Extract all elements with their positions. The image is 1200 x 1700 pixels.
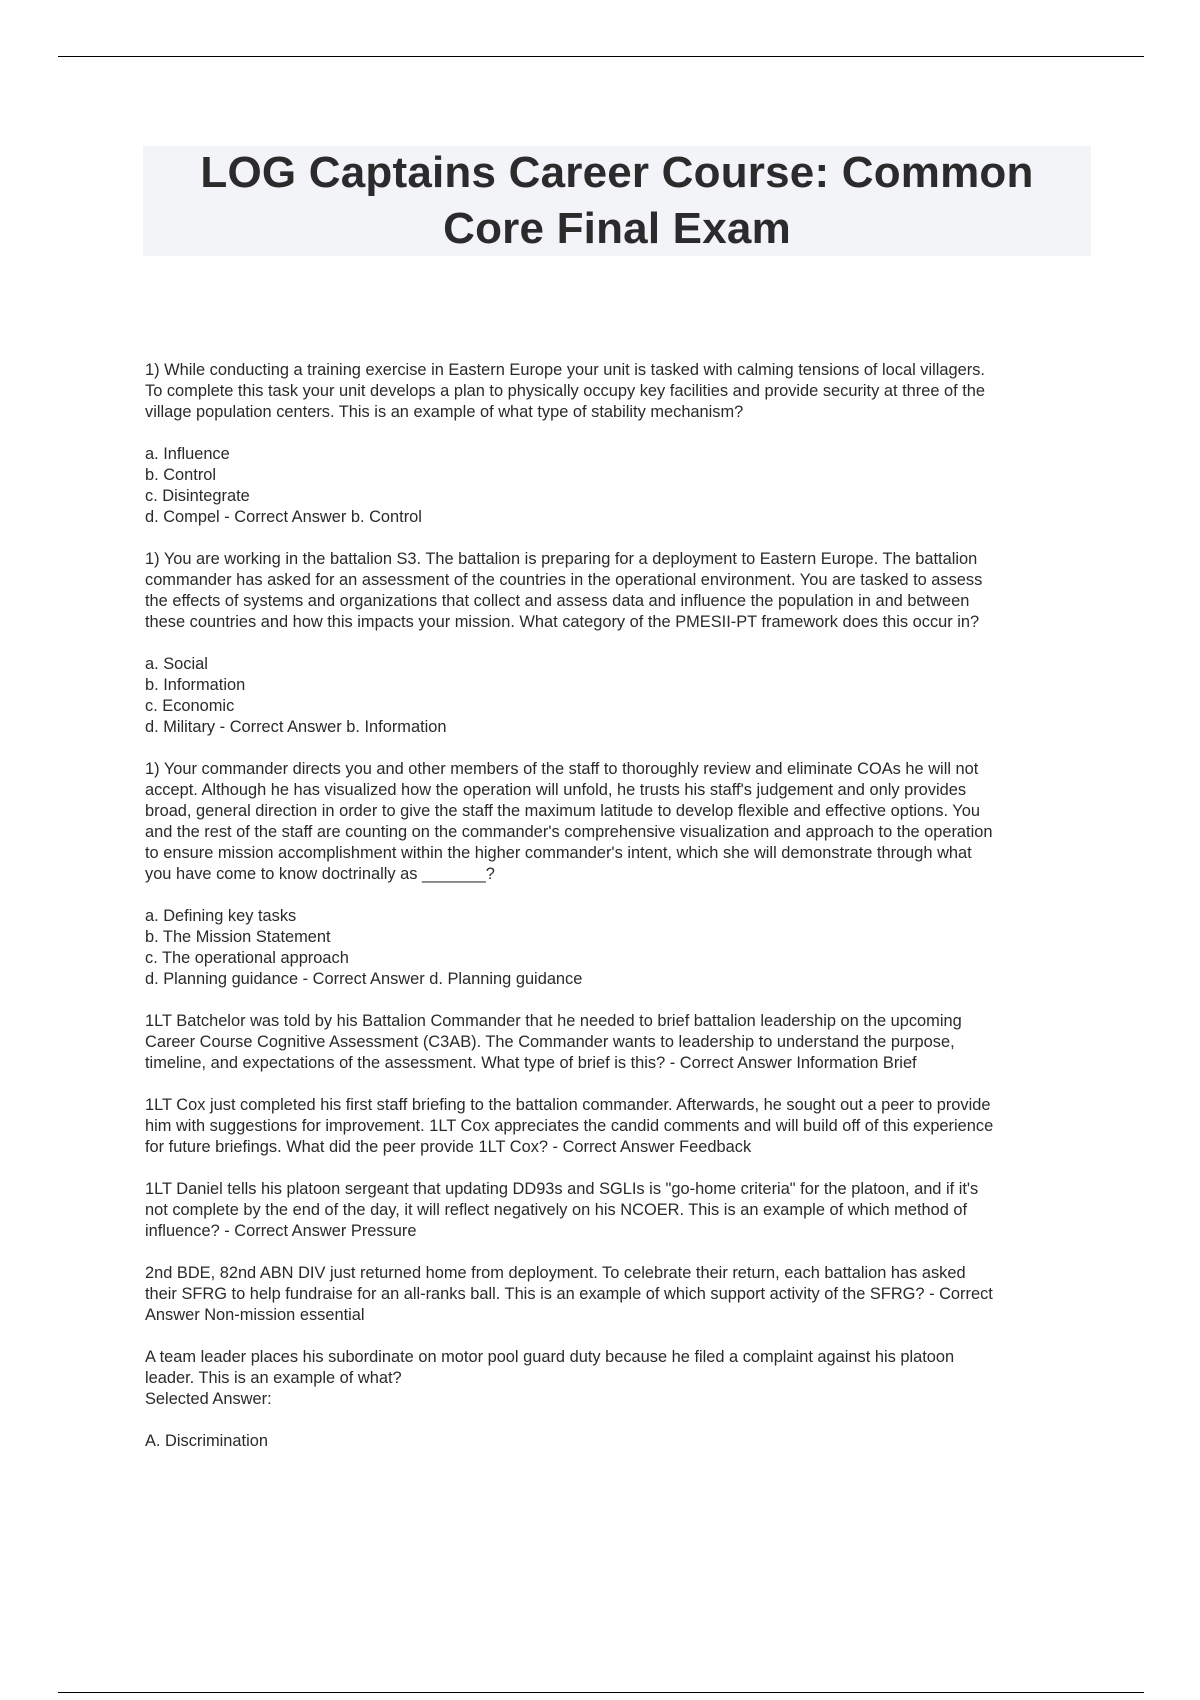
text-line: village population centers. This is an example of what type of stability mechanism? <box>145 403 744 421</box>
text-line: 1) While conducting a training exercise in Eastern Europe your unit is tasked with calming tensions of local villagers. <box>145 361 985 379</box>
text-line: A team leader places his subordinate on motor pool guard duty because he filed a complaint against his platoon <box>145 1348 955 1366</box>
text-block <box>145 1095 1090 1158</box>
text-block <box>145 444 1090 528</box>
text-line: for future briefings. What did the peer provide 1LT Cox? - Correct Answer Feedback <box>145 1138 752 1156</box>
text-line: and the rest of the staff are counting on the commander's comprehensive visualization and approach to the operation <box>145 823 993 841</box>
text-line: 1) You are working in the battalion S3. The battalion is preparing for a deployment to Eastern Europe. The battalion <box>145 550 978 568</box>
text-block <box>145 1263 1090 1326</box>
text-line: broad, general direction in order to give the staff the maximum latitude to develop flexible and effective options. You <box>145 802 980 820</box>
text-line: c. Disintegrate <box>145 487 250 505</box>
text-line: you have come to know doctrinally as _______? <box>145 865 495 883</box>
text-block <box>145 360 1090 423</box>
text-line: influence? - Correct Answer Pressure <box>145 1222 417 1240</box>
text-line: c. The operational approach <box>145 949 349 967</box>
text-line: Career Course Cognitive Assessment (C3AB). The Commander wants to leadership to understand the purpose, <box>145 1033 955 1051</box>
text-line: their SFRG to help fundraise for an all-ranks ball. This is an example of which support activity of the SFRG? - Correct <box>145 1285 993 1303</box>
text-block <box>145 549 1090 633</box>
text-block <box>145 1347 1090 1410</box>
text-block <box>145 654 1090 738</box>
text-line: timeline, and expectations of the assessment. What type of brief is this? - Correct Answer Information Brief <box>145 1054 917 1072</box>
text-line: to ensure mission accomplishment within the higher commander's intent, which she will demonstrate through what <box>145 844 972 862</box>
text-block <box>145 1179 1090 1242</box>
text-line: a. Social <box>145 655 208 673</box>
text-line: these countries and how this impacts your mission. What category of the PMESII-PT framework does this occur in? <box>145 613 980 631</box>
text-line: d. Planning guidance - Correct Answer d. Planning guidance <box>145 970 583 988</box>
text-line: a. Influence <box>145 445 230 463</box>
document-title <box>200 145 1033 257</box>
text-block <box>145 906 1090 990</box>
text-line: 2nd BDE, 82nd ABN DIV just returned home from deployment. To celebrate their return, each battalion has asked <box>145 1264 966 1282</box>
title-banner <box>143 146 1091 256</box>
text-line: not complete by the end of the day, it will reflect negatively on his NCOER. This is an example of which method of <box>145 1201 968 1219</box>
text-line: commander has asked for an assessment of the countries in the operational environment. You are tasked to assess <box>145 571 983 589</box>
text-line: c. Economic <box>145 697 235 715</box>
text-block <box>145 1011 1090 1074</box>
text-line: 1) Your commander directs you and other members of the staff to thoroughly review and eliminate COAs he will not <box>145 760 979 778</box>
text-line: 1LT Cox just completed his first staff briefing to the battalion commander. Afterwards, he sought out a peer to provide <box>145 1096 991 1114</box>
text-line: A. Discrimination <box>145 1432 268 1450</box>
text-line: To complete this task your unit develops a plan to physically occupy key facilities and provide security at three of the <box>145 382 986 400</box>
document-body <box>145 360 1090 1473</box>
text-line: b. The Mission Statement <box>145 928 331 946</box>
bottom-rule <box>58 1692 1144 1693</box>
text-line: 1LT Daniel tells his platoon sergeant that updating DD93s and SGLIs is "go-home criteria" for the platoon, and if it's <box>145 1180 979 1198</box>
text-block <box>145 1431 1090 1452</box>
text-line: Answer Non-mission essential <box>145 1306 365 1324</box>
text-line: d. Military - Correct Answer b. Information <box>145 718 447 736</box>
text-line: 1LT Batchelor was told by his Battalion Commander that he needed to brief battalion leadership on the upcoming <box>145 1012 962 1030</box>
text-line: b. Information <box>145 676 246 694</box>
text-line: a. Defining key tasks <box>145 907 297 925</box>
text-line: the effects of systems and organizations that collect and assess data and influence the population in and between <box>145 592 970 610</box>
top-rule <box>58 56 1144 57</box>
text-line: leader. This is an example of what? <box>145 1369 402 1387</box>
text-line: accept. Although he has visualized how the operation will unfold, he trusts his staff's judgement and only provides <box>145 781 967 799</box>
text-block <box>145 759 1090 885</box>
text-line: d. Compel - Correct Answer b. Control <box>145 508 422 526</box>
title-line-2: Core Final Exam <box>443 204 791 253</box>
text-line: b. Control <box>145 466 217 484</box>
text-line: Selected Answer: <box>145 1390 272 1408</box>
text-line: him with suggestions for improvement. 1LT Cox appreciates the candid comments and will build off of this experience <box>145 1117 994 1135</box>
title-line-1: LOG Captains Career Course: Common <box>200 148 1034 197</box>
